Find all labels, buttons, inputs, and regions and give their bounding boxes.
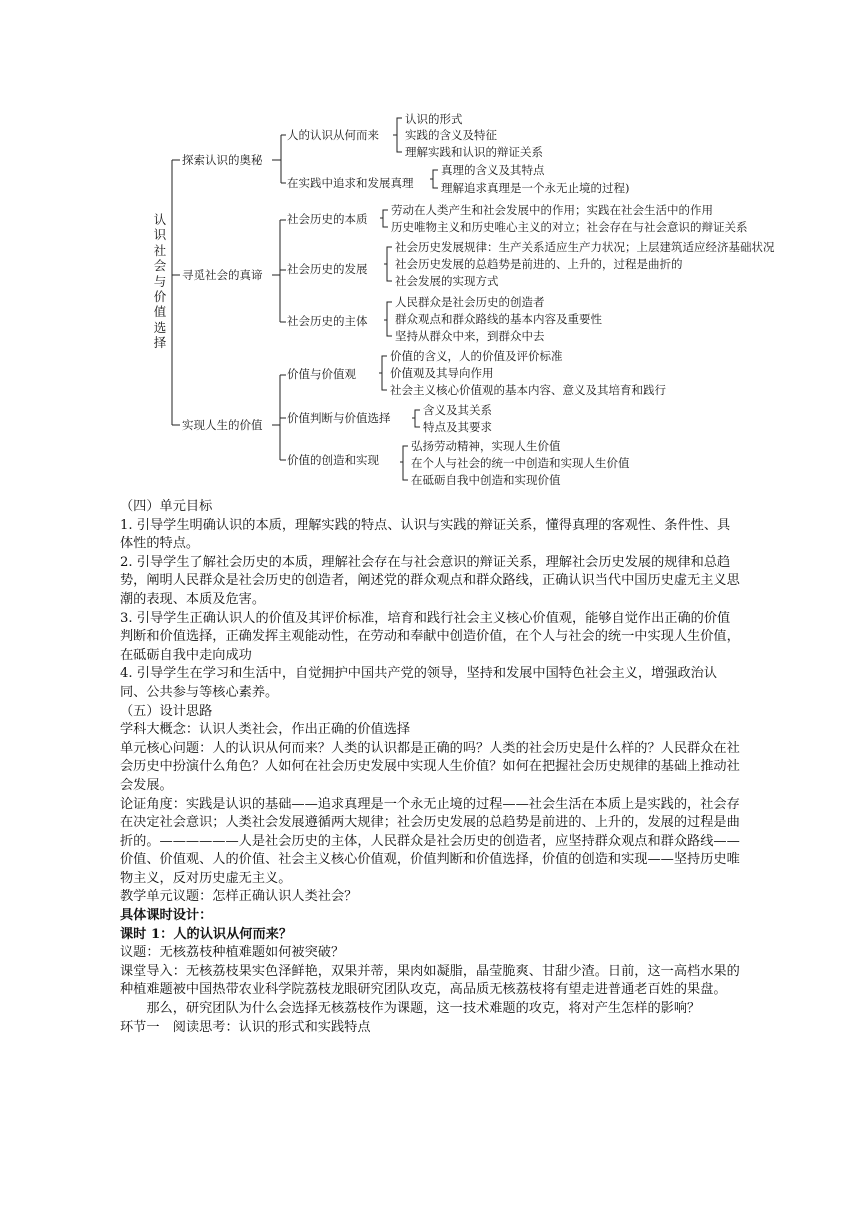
leaf-item: 在砥砺自我中创造和实现价值 — [411, 473, 561, 487]
leaf-item: 弘扬劳动精神，实现人生价值 — [411, 439, 561, 453]
leaf-item: 理解实践和认识的辩证关系 — [405, 145, 543, 159]
lesson-1-title: 课时 1：人的认识从何而来？ — [120, 926, 293, 942]
leaf-item: 劳动在人类产生和社会发展中的作用；实践在社会生活中的作用 — [391, 203, 713, 217]
leaf-item: 真理的含义及其特点 — [441, 163, 545, 177]
section-heading-design: （五）设计思路 — [120, 703, 213, 719]
lesson-design-heading: 具体课时设计： — [120, 908, 213, 924]
goal-paragraph: 1. 引导学生明确认识的本质，理解实践的特点、认识与实践的辩证关系，懂得真理的客观性、条件性、具体性的特点。 — [120, 517, 731, 552]
leaf-item: 人民群众是社会历史的创造者 — [395, 295, 545, 309]
leaf-item: 社会历史发展规律：生产关系适应生产力状况；上层建筑适应经济基础状况 — [395, 240, 775, 254]
leaf-item: 社会主义核心价值观的基本内容、意义及其培育和践行 — [390, 383, 666, 397]
leaf-item: 价值的含义，人的价值及评价标准 — [390, 349, 563, 363]
core-questions: 单元核心问题：人的认识从何而来？人类的认识都是正确的吗？人类的社会历史是什么样的？人民群众在社会历史中扮演什么角色？人如何在社会历史发展中实现人生价值？如何在把握社会历史规律的基础上推动社会发展。 — [120, 740, 740, 793]
intro-question: 那么，研究团队为什么会选择无核荔枝作为课题，这一技术难题的攻克，将对产生怎样的影响？ — [120, 1001, 701, 1017]
branch-life-value: 实现人生的价值 — [182, 418, 263, 432]
leaf-item: 价值观及其导向作用 — [390, 366, 494, 380]
node-value-judgment: 价值判断与价值选择 — [287, 411, 391, 425]
leaf-item: 实践的含义及特征 — [405, 128, 497, 142]
node-pursue-truth: 在实践中追求和发展真理 — [287, 176, 414, 190]
leaf-item: 理解追求真理是一个永无止境的过程) — [441, 181, 630, 195]
subject-concept: 学科大概念：认识人类社会，作出正确的价值选择 — [120, 722, 411, 738]
unit-topic: 教学单元议题：怎样正确认识人类社会？ — [120, 889, 358, 905]
node-social-history-essence: 社会历史的本质 — [287, 212, 368, 226]
node-value-and-values: 价值与价值观 — [287, 367, 356, 381]
lesson-issue: 议题：无核荔枝种植难题如何被突破？ — [120, 945, 345, 961]
goal-paragraph: 3. 引导学生正确认识人的价值及其评价标准，培育和践行社会主义核心价值观，能够自觉作出正确的价值判断和价值选择，正确发挥主观能动性，在劳动和奉献中创造价值，在个人与社会的统一中实现人生价值， 在砥砺自我中走向成功 — [120, 610, 747, 663]
leaf-item: 坚持从群众中来，到群众中去 — [395, 329, 545, 343]
step-one: 环节一 阅读思考：认识的形式和实践特点 — [120, 1019, 371, 1035]
leaf-item: 群众观点和群众路线的基本内容及重要性 — [395, 312, 602, 326]
class-intro: 课堂导入：无核荔枝果实色泽鲜艳，双果并蒂，果肉如凝脂，晶莹脆爽、甘甜少渣。日前，这一高档水果的种植难题被中国热带农业科学院荔枝龙眼研究团队攻克，高品质无核荔枝将有望走进普通老百姓的果盘。 — [120, 963, 740, 998]
leaf-item: 在个人与社会的统一中创造和实现人生价值 — [411, 456, 630, 470]
section-heading-unit-goals: （四）单元目标 — [120, 499, 213, 514]
document-body — [120, 498, 747, 1037]
leaf-item: 历史唯物主义和历史唯心主义的对立；社会存在与社会意识的辩证关系 — [391, 220, 748, 234]
branch-explore-cognition: 探索认识的奥秘 — [182, 153, 263, 167]
goal-paragraph: 4. 引导学生在学习和生活中，自觉拥护中国共产党的领导，坚持和发展中国特色社会主义，增强政治认同、公共参与等核心素养。 — [120, 666, 718, 700]
node-origin-of-cognition: 人的认识从何而来 — [287, 128, 379, 142]
leaf-item: 认识的形式 — [405, 112, 463, 126]
node-social-history-development: 社会历史的发展 — [287, 262, 368, 276]
leaf-item: 含义及其关系 — [423, 403, 492, 417]
branch-social-truth: 寻觅社会的真谛 — [182, 268, 263, 282]
leaf-item: 社会历史发展的总趋势是前进的、上升的，过程是曲折的 — [395, 257, 683, 271]
node-social-history-subject: 社会历史的主体 — [287, 314, 368, 328]
leaf-item: 社会发展的实现方式 — [395, 274, 499, 288]
mind-map-root: 认识社会与价值选择 — [153, 212, 167, 351]
argument-angle: 论证角度：实践是认识的基础——追求真理是一个永无止境的过程——社会生活在本质上是实践的，社会存在决定社会意识；人类社会发展遵循两大规律；社会历史发展的总趋势是前进的、上升的，发展的过程是曲折的。——————人是社会历史的主体，人民群众是社会历史的创造者，应坚持群众观点和群众路线——价值、价值观、人的价值、社会主义核心价值观，价值判断和价值选择，价值的创造和实现——坚持历史唯物主义，反对历史虚无主义。 — [120, 796, 740, 886]
goal-paragraph: 2. 引导学生了解社会历史的本质，理解社会存在与社会意识的辩证关系，理解社会历史发展的规律和总趋势，阐明人民群众是社会历史的创造者，阐述党的群众观点和群众路线，正确认识当代中国历史虚无主义思潮的表现、本质及危害。 — [120, 554, 740, 607]
node-value-creation: 价值的创造和实现 — [287, 453, 379, 467]
leaf-item: 特点及其要求 — [423, 420, 492, 434]
